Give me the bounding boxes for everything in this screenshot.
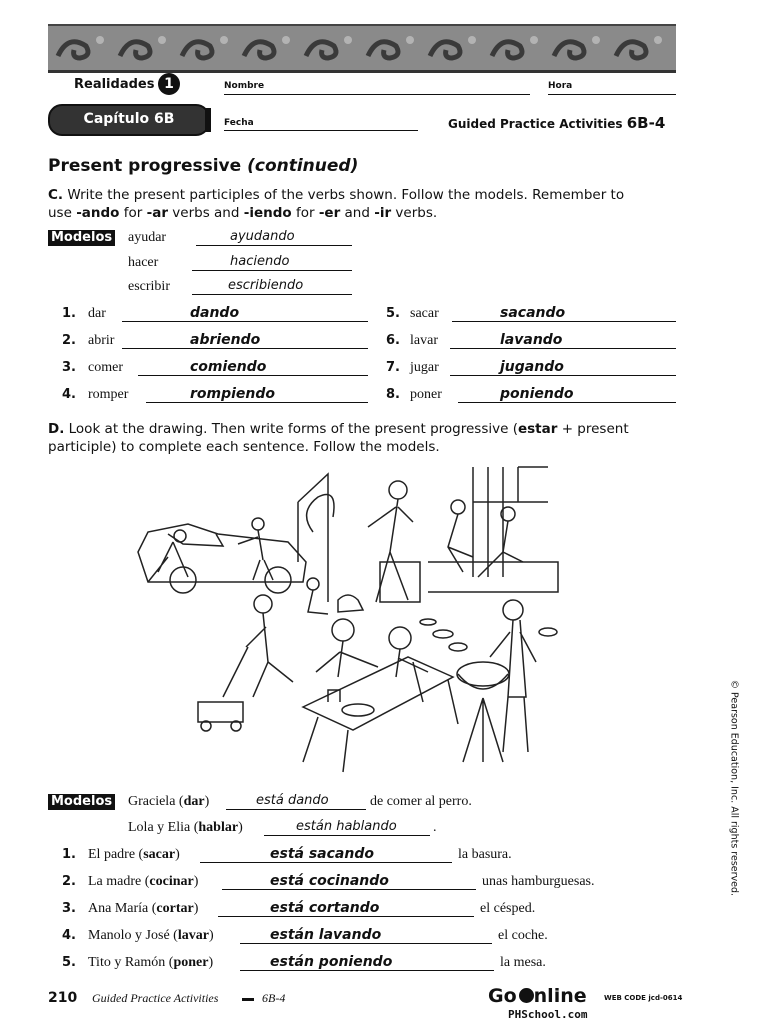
page-number: 210 <box>48 990 78 1006</box>
item-verb: poner <box>410 387 442 402</box>
footer-book: Guided Practice Activities <box>92 991 219 1005</box>
item-answer: están poniendo <box>270 954 393 970</box>
item-paren: ) <box>208 928 214 943</box>
modelos-tag-c: Modelos <box>48 230 115 246</box>
activity-code: 6B-4 <box>626 114 666 132</box>
item-paren: ) <box>193 874 199 889</box>
model-answer-line <box>192 294 352 295</box>
series-label: Realidades <box>74 77 155 92</box>
item-answer: comiendo <box>190 359 267 375</box>
item-paren: ) <box>193 901 199 916</box>
nombre-field[interactable] <box>224 94 530 95</box>
item-subject: El padre ( <box>88 847 144 862</box>
item-number: 1. <box>62 306 76 321</box>
item-answer: jugando <box>500 359 564 375</box>
c-text-e: verbs and <box>167 205 244 221</box>
globe-icon <box>519 988 534 1003</box>
item-number: 6. <box>386 333 400 348</box>
model-verb: hacer <box>128 255 159 270</box>
answer-line[interactable] <box>146 402 368 403</box>
item-answer: está sacando <box>270 846 374 862</box>
item-verb: cocinar <box>149 874 194 889</box>
model-sentence-1 <box>128 794 209 810</box>
copyright-text: © Pearson Education, Inc. All rights reserved. <box>728 679 740 897</box>
c-text-c: for <box>119 205 147 221</box>
footer-code: 6B-4 <box>262 991 286 1005</box>
model-answer: escribiendo <box>228 278 304 293</box>
answer-line[interactable] <box>450 348 676 349</box>
item-rest: unas hamburguesas. <box>482 874 595 889</box>
site-link[interactable]: PHSchool.com <box>508 1008 588 1021</box>
item-number: 3. <box>62 360 76 375</box>
item-verb: sacar <box>410 306 439 321</box>
model-answer: ayudando <box>230 229 295 244</box>
section-d-letter: D. <box>48 421 65 437</box>
model-verb: escribir <box>128 279 170 294</box>
item-rest: la basura. <box>458 847 512 862</box>
item-subject: Ana María ( <box>88 901 157 916</box>
swirl-pattern-icon <box>48 26 676 70</box>
section-c-line1: Write the present participles of the verbs shown. Follow the models. Remember to <box>67 187 625 203</box>
page-title <box>48 156 358 176</box>
model-answer-line <box>192 270 352 271</box>
item-number: 4. <box>62 928 76 943</box>
item-number: 5. <box>386 306 400 321</box>
item-answer: dando <box>190 305 240 321</box>
model-verb: hablar <box>198 820 239 835</box>
item-answer: está cortando <box>270 900 380 916</box>
model-paren: ) <box>238 820 243 835</box>
web-code: WEB CODE jcd-0614 <box>604 994 683 1002</box>
answer-line[interactable] <box>458 402 676 403</box>
item-verb: romper <box>88 387 129 402</box>
item-number: 2. <box>62 874 76 889</box>
item-verb: poner <box>173 955 209 970</box>
level-badge: 1 <box>158 73 180 95</box>
answer-line[interactable] <box>452 321 676 322</box>
model-sentence-2 <box>128 820 243 836</box>
hora-label: Hora <box>548 81 573 91</box>
activity-label-text: Guided Practice Activities <box>448 117 623 131</box>
model-verb: dar <box>183 794 205 809</box>
activity-label <box>448 114 665 132</box>
model-rest: de comer al perro. <box>370 794 472 809</box>
section-d-instructions <box>48 420 688 456</box>
item-sentence <box>88 901 198 917</box>
answer-line[interactable] <box>222 889 476 890</box>
fecha-label: Fecha <box>224 118 254 128</box>
model-answer: haciendo <box>230 254 290 269</box>
answer-line[interactable] <box>138 375 368 376</box>
decorative-banner <box>48 24 676 73</box>
item-answer: rompiendo <box>190 386 276 402</box>
c-text-h: -er <box>318 205 341 221</box>
item-answer: están lavando <box>270 927 382 943</box>
d-text-a: Look at the drawing. Then write forms of the present progressive ( <box>68 421 518 437</box>
model-subject: Graciela ( <box>128 794 184 809</box>
item-answer: sacando <box>500 305 566 321</box>
answer-line[interactable] <box>240 943 492 944</box>
model-verb: ayudar <box>128 230 167 245</box>
d-text-c: + present <box>557 421 629 437</box>
modelos-tag-d: Modelos <box>48 794 115 810</box>
model-answer: están hablando <box>296 819 397 834</box>
answer-line[interactable] <box>240 970 494 971</box>
item-number: 3. <box>62 901 76 916</box>
go-text: Go <box>488 985 517 1007</box>
answer-line[interactable] <box>450 375 676 376</box>
title-sub: (continued) <box>247 156 359 176</box>
c-text-f: -iendo <box>243 205 292 221</box>
answer-line[interactable] <box>122 321 368 322</box>
item-subject: Manolo y José ( <box>88 928 178 943</box>
model-rest: . <box>433 820 437 835</box>
item-number: 8. <box>386 387 400 402</box>
nombre-label: Nombre <box>224 81 265 91</box>
model-answer-line <box>264 835 430 836</box>
item-answer: poniendo <box>500 386 574 402</box>
family-yard-drawing-icon <box>128 462 568 778</box>
copyright-container <box>724 679 744 897</box>
item-verb: sacar <box>143 847 176 862</box>
item-number: 1. <box>62 847 76 862</box>
item-sentence <box>88 928 214 944</box>
c-text-g: for <box>291 205 319 221</box>
model-paren: ) <box>204 794 210 809</box>
item-number: 7. <box>386 360 400 375</box>
answer-line[interactable] <box>218 916 474 917</box>
item-sentence <box>88 874 198 890</box>
item-subject: La madre ( <box>88 874 150 889</box>
backyard-illustration <box>128 462 568 778</box>
d-text-b: estar <box>517 421 558 437</box>
answer-line[interactable] <box>122 348 368 349</box>
item-answer: lavando <box>500 332 563 348</box>
model-answer: está dando <box>256 793 329 808</box>
c-text-a: use <box>48 205 77 221</box>
item-number: 4. <box>62 387 76 402</box>
item-number: 5. <box>62 955 76 970</box>
section-c-letter: C. <box>48 187 64 203</box>
item-answer: abriendo <box>190 332 261 348</box>
fecha-field[interactable] <box>224 130 418 131</box>
model-answer-line <box>196 245 352 246</box>
model-subject: Lola y Elia ( <box>128 820 199 835</box>
item-number: 2. <box>62 333 76 348</box>
item-verb: lavar <box>177 928 209 943</box>
chapter-badge-tab <box>205 108 211 132</box>
online-text: nline <box>533 985 587 1007</box>
item-verb: lavar <box>410 333 438 348</box>
hora-field[interactable] <box>548 94 676 95</box>
item-rest: el coche. <box>498 928 548 943</box>
section-c-instructions <box>48 186 688 222</box>
item-verb: cortar <box>156 901 194 916</box>
item-verb: dar <box>88 306 106 321</box>
c-text-b: -ando <box>76 205 120 221</box>
item-answer: está cocinando <box>270 873 389 889</box>
chapter-badge: Capítulo 6B <box>48 104 210 136</box>
footer-dash <box>242 998 254 1001</box>
c-text-k: verbs. <box>391 205 438 221</box>
item-subject: Tito y Ramón ( <box>88 955 174 970</box>
section-d-line2: participle) to complete each sentence. Follow the models. <box>48 439 440 455</box>
title-main: Present progressive <box>48 156 242 176</box>
item-paren: ) <box>208 955 214 970</box>
c-text-i: and <box>340 205 375 221</box>
answer-line[interactable] <box>200 862 452 863</box>
item-sentence <box>88 955 213 971</box>
item-sentence <box>88 847 180 863</box>
item-verb: comer <box>88 360 123 375</box>
c-text-d: -ar <box>146 205 168 221</box>
item-rest: la mesa. <box>500 955 546 970</box>
go-online-logo[interactable] <box>488 985 587 1007</box>
model-answer-line <box>226 809 366 810</box>
item-rest: el césped. <box>480 901 536 916</box>
item-paren: ) <box>175 847 180 862</box>
item-verb: abrir <box>88 333 115 348</box>
item-verb: jugar <box>410 360 439 375</box>
c-text-j: -ir <box>374 205 392 221</box>
